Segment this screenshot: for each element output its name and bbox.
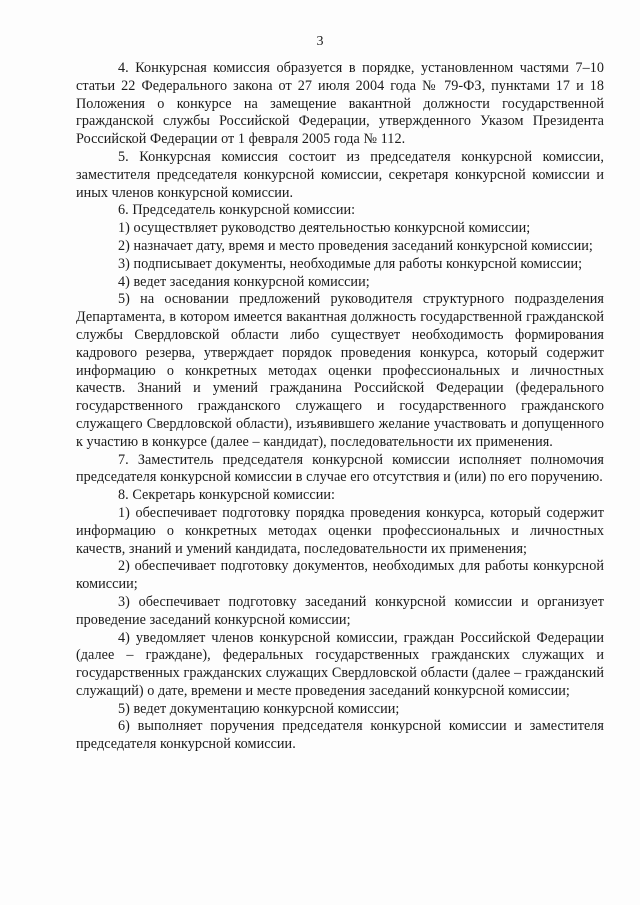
page-number: 3: [316, 34, 324, 49]
paragraph-8-item-5: 5) ведет документацию конкурсной комиссии;: [118, 700, 400, 717]
paragraph-8-item-1: 1) обеспечивает подготовку порядка проведения конкурса, который содержит информацию о конкретных методах оценки профессиональных и личностных качеств, знаний и умений кандидата, последовательности их применения;: [76, 504, 604, 557]
paragraph-8-item-4: 4) уведомляет членов конкурсной комиссии, граждан Российской Федерации (далее – граждане), федеральных государственных гражданских служащих и государственных гражданских служащих Свердловской области (далее – гражданский служащий) о дате, времени и месте проведения заседаний конкурсной комиссии;: [76, 629, 604, 699]
paragraph-8-item-3: 3) обеспечивает подготовку заседаний конкурсной комиссии и организует проведение заседаний конкурсной комиссии;: [76, 593, 604, 628]
paragraph-6-item-4: 4) ведет заседания конкурсной комиссии;: [118, 273, 370, 290]
paragraph-6-heading: 6. Председатель конкурсной комиссии:: [118, 202, 356, 219]
paragraph-4: 4. Конкурсная комиссия образуется в порядке, установленном частями 7–10 статьи 22 Федерального закона от 27 июля 2004 года № 79-ФЗ, пунктами 17 и 18 Положения о конкурсе на замещение вакантной должности государственной гражданской службы Российской Федерации, утвержденного Указом Президента Российской Федерации от 1 февраля 2005 года № 112.: [76, 60, 604, 148]
paragraph-6-item-1: 1) осуществляет руководство деятельностью конкурсной комиссии;: [118, 220, 531, 237]
paragraph-8-item-2: 2) обеспечивает подготовку документов, необходимых для работы конкурсной комиссии;: [76, 558, 604, 593]
paragraph-6-item-3: 3) подписывает документы, необходимые для работы конкурсной комиссии;: [118, 255, 583, 272]
paragraph-5: 5. Конкурсная комиссия состоит из председателя конкурсной комиссии, заместителя председателя конкурсной комиссии, секретаря конкурсной комиссии и иных членов конкурсной комиссии.: [76, 148, 604, 201]
document-body: [76, 60, 604, 754]
paragraph-6-item-2: 2) назначает дату, время и место проведения заседаний конкурсной комиссии;: [118, 237, 593, 254]
paragraph-8-item-6: 6) выполняет поручения председателя конкурсной комиссии и заместителя председателя конкурсной комиссии.: [76, 718, 604, 753]
paragraph-8-heading: 8. Секретарь конкурсной комиссии:: [118, 487, 335, 504]
paragraph-6-item-5: 5) на основании предложений руководителя структурного подразделения Департамента, в котором имеется вакантная должность государственной гражданской службы Свердловской области либо существует необходимость формирования кадрового резерва, утверждает порядок проведения конкурса, который содержит информацию о конкретных методах оценки профессиональных и личностных качеств. Знаний и умений гражданина Российской Федерации (федерального государственного гражданского служащего и государственного гражданского служащего Свердловской области), изъявившего желание участвовать и допущенного к участию в конкурсе (далее – кандидат), последовательности их применения.: [76, 291, 604, 450]
paragraph-7: 7. Заместитель председателя конкурсной комиссии исполняет полномочия председателя конкурсной комиссии в случае его отсутствия и (или) по его поручению.: [76, 451, 604, 486]
